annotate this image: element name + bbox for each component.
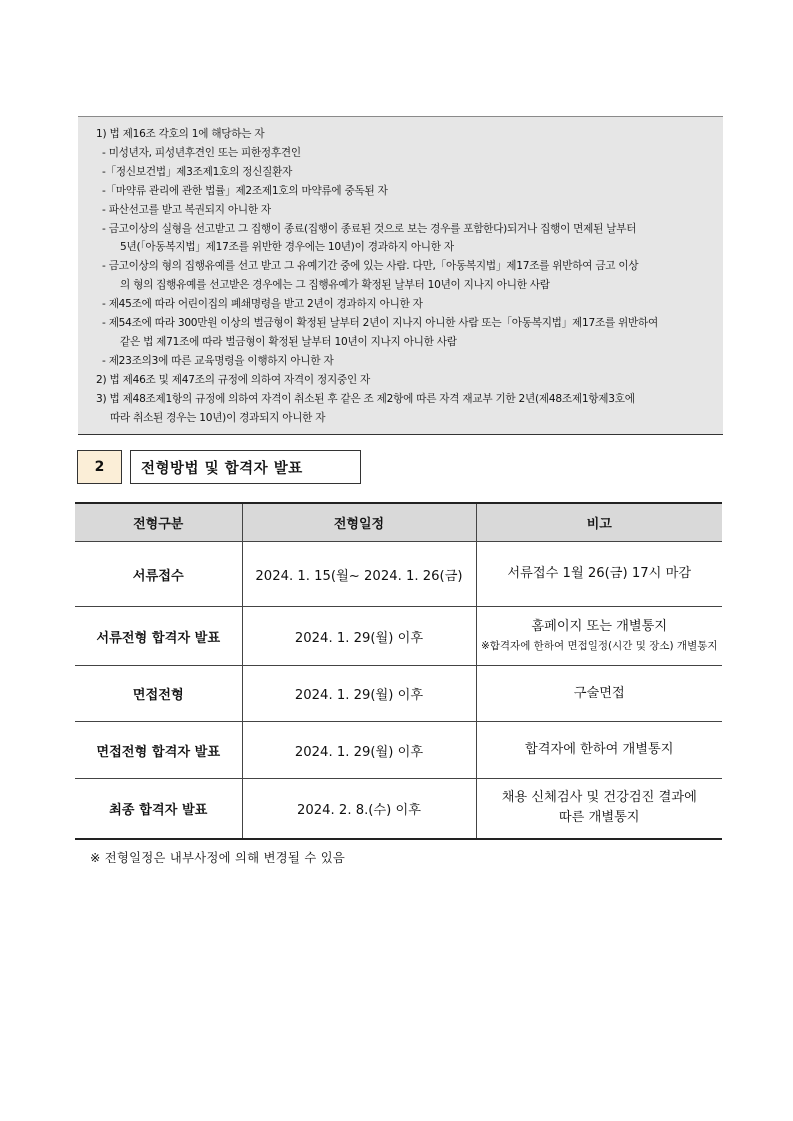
note-main: 홈페이지 또는 개별통지 [531,619,668,634]
table-row [75,607,722,666]
stage-cell: 면접전형 합격자 발표 [75,722,242,779]
table-row [75,779,722,839]
note-sub: ※합격자에 한하여 면접일정(시간 및 장소) 개별통지 [480,640,718,652]
list-item: - 금고이상의 형의 집행유예를 선고 받고 그 유예기간 중에 있는 사람. 다만,「아동복지법」제17조를 위반하여 금고 이상 [102,260,639,273]
disqualification-box [78,116,723,435]
date-cell: 2024. 1. 29(월) 이후 [242,666,476,722]
note-line-2: 따른 개별통지 [558,810,640,826]
list-item: 따라 취소된 경우는 10년)이 경과되지 아니한 자 [110,411,326,424]
column-header-date: 전형일정 [242,503,476,542]
column-header-stage: 전형구분 [75,503,242,542]
section-title: 전형방법 및 합격자 발표 [130,450,361,484]
stage-cell: 서류전형 합격자 발표 [75,607,242,666]
stage-cell: 면접전형 [75,666,242,722]
list-item: - 제54조에 따라 300만원 이상의 벌금형이 확정된 날부터 2년이 지나지 아니한 사람 또는「아동복지법」제17조를 위반하여 [102,317,658,330]
list-item: - 금고이상의 실형을 선고받고 그 집행이 종료(집행이 종료된 것으로 보는 경우를 포함한다)되거나 집행이 면제된 날부터 [102,222,637,235]
list-item: - 미성년자, 피성년후견인 또는 피한정후견인 [102,146,301,159]
list-item: 2) 법 제46조 및 제47조의 규정에 의하여 자격이 정지중인 자 [96,373,371,386]
stage-cell: 최종 합격자 발표 [75,779,242,839]
list-item: 5년(「아동복지법」제17조를 위반한 경우에는 10년)이 경과하지 아니한 자 [120,241,454,254]
table-row [75,542,722,607]
date-cell: 2024. 1. 29(월) 이후 [242,607,476,666]
date-cell: 2024. 1. 29(월) 이후 [242,722,476,779]
stage-cell: 서류접수 [75,542,242,607]
list-item: 1) 법 제16조 각호의 1에 해당하는 자 [96,128,265,140]
column-header-note: 비고 [476,503,722,542]
list-item: - 제45조에 따라 어린이집의 폐쇄명령을 받고 2년이 경과하지 아니한 자 [102,298,423,311]
list-item: - 제23조의3에 따른 교육명령을 이행하지 아니한 자 [102,354,334,367]
note-cell [476,607,722,666]
list-item: 3) 법 제48조제1항의 규정에 의하여 자격이 취소된 후 같은 조 제2항에 따른 자격 재교부 기한 2년(제48조제1항제3호에 [96,392,635,405]
schedule-table [75,502,722,840]
list-item: 같은 법 제71조에 따라 벌금형이 확정된 날부터 10년이 지나지 아니한 사람 [120,335,457,348]
list-item: -「정신보건법」제3조제1호의 정신질환자 [102,165,293,178]
note-cell [476,779,722,839]
note-line-1: 채용 신체검사 및 건강검진 결과에 [501,790,697,806]
section-number: 2 [77,450,122,484]
table-row [75,722,722,779]
list-item: -「마약류 관리에 관한 법률」제2조제1호의 마약류에 중독된 자 [102,184,388,197]
table-row [75,666,722,722]
footnote: ※ 전형일정은 내부사정에 의해 변경될 수 있음 [90,851,346,865]
date-cell: 2024. 2. 8.(수) 이후 [242,779,476,839]
note-cell: 서류접수 1월 26(금) 17시 마감 [476,542,722,607]
date-cell: 2024. 1. 15(월~ 2024. 1. 26(금) [242,542,476,607]
list-item: - 파산선고를 받고 복권되지 아니한 자 [102,203,271,216]
note-cell: 구술면접 [476,666,722,722]
note-cell: 합격자에 한하여 개별통지 [476,722,722,779]
table-header-row [75,503,722,542]
list-item: 의 형의 집행유예를 선고받은 경우에는 그 집행유예가 확정된 날부터 10년이 지나지 아니한 사람 [120,279,550,292]
